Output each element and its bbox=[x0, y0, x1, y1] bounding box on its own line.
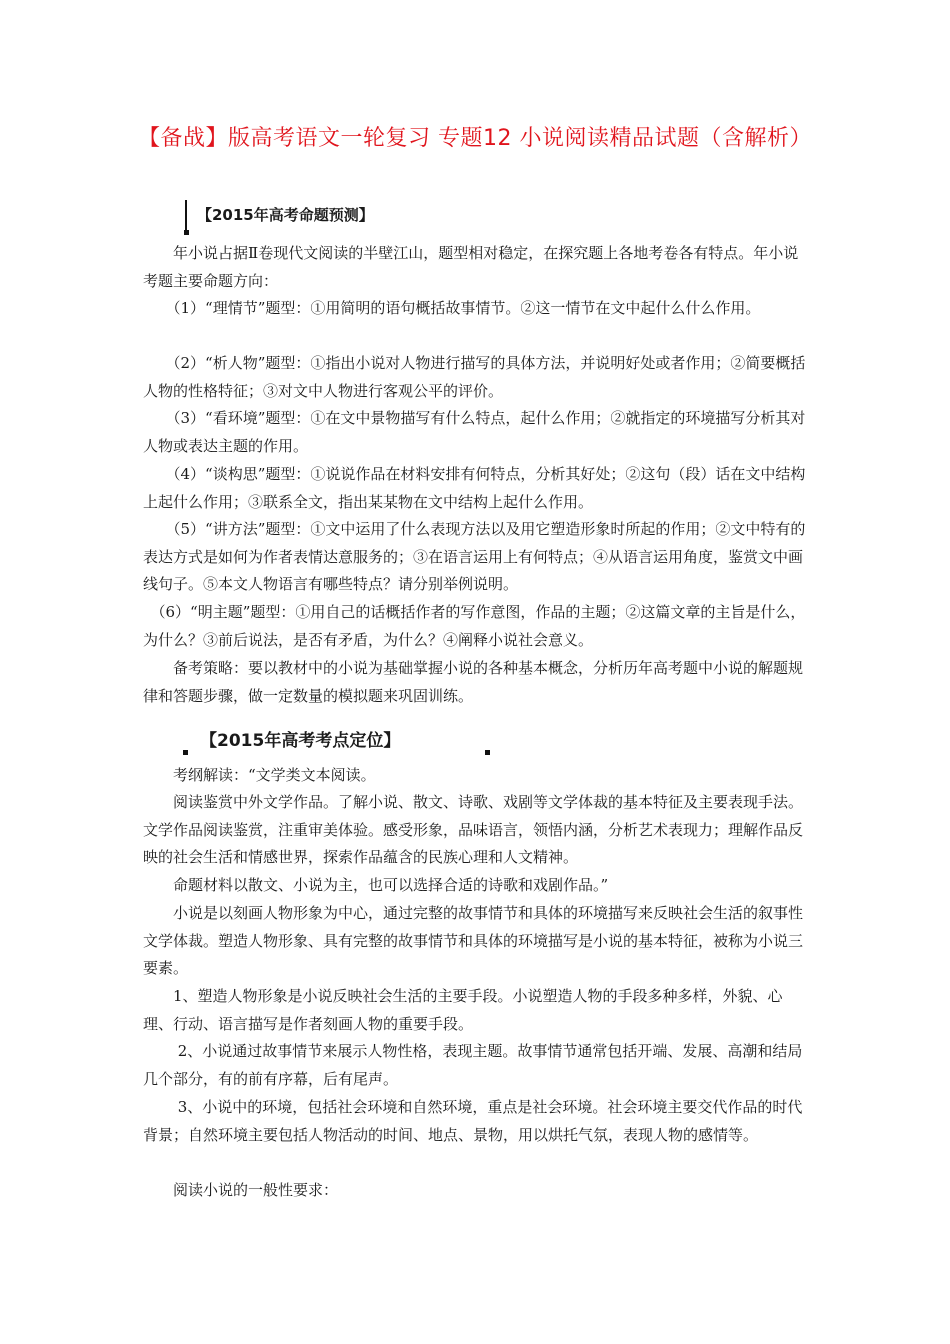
section-heading-forecast: 【2015年高考命题预测】 bbox=[185, 200, 374, 230]
paragraph: （2）“析人物”题型：①指出小说对人物进行描写的具体方法，并说明好处或者作用；②简要概括人物的性格特征；③对文中人物进行客观公平的评价。 bbox=[143, 354, 806, 400]
paragraph: 2、小说通过故事情节来展示人物性格，表现主题。故事情节通常包括开端、发展、高潮和结局几个部分，有的前有序幕，后有尾声。 bbox=[143, 1042, 803, 1088]
paragraph: （3）“看环境”题型：①在文中景物描写有什么特点，起什么作用；②就指定的环境描写分析其对人物或表达主题的作用。 bbox=[143, 409, 806, 455]
paragraph: （4）“谈构思”题型：①说说作品在材料安排有何特点，分析其好处；②这句（段）话在文中结构上起什么作用；③联系全文，指出某某物在文中结构上起什么作用。 bbox=[143, 465, 806, 511]
paragraph: 备考策略：要以教材中的小说为基础掌握小说的各种基本概念，分析历年高考题中小说的解题规律和答题步骤，做一定数量的模拟题来巩固训练。 bbox=[143, 659, 804, 705]
paragraph: （1）“理情节”题型：①用简明的语句概括故事情节。②这一情节在文中起什么什么作用。 bbox=[143, 299, 761, 317]
paragraph: （5）“讲方法”题型：①文中运用了什么表现方法以及用它塑造形象时所起的作用；②文中特有的表达方式是如何为作者表情达意服务的；③在语言运用上有何特点；④从语言运用角度，鉴赏文中画线句子。⑤本文人物语言有哪些特点？请分别举例说明。 bbox=[143, 520, 806, 594]
paragraph: 考纲解读：“文学类文本阅读。 bbox=[143, 766, 376, 784]
paragraph: 阅读小说的一般性要求： bbox=[143, 1181, 339, 1199]
paragraph: 3、小说中的环境，包括社会环境和自然环境，重点是社会环境。社会环境主要交代作品的时代背景；自然环境主要包括人物活动的时间、地点、景物，用以烘托气氛，表现人物的感情等。 bbox=[143, 1098, 803, 1144]
heading-corner-mark bbox=[485, 750, 490, 755]
paragraph: 小说是以刻画人物形象为中心，通过完整的故事情节和具体的环境描写来反映社会生活的叙事性文学体裁。塑造人物形象、具有完整的故事情节和具体的环境描写是小说的基本特征，被称为小说三要素。 bbox=[143, 904, 804, 978]
section-heading-exam-points: 【2015年高考考点定位】 bbox=[200, 731, 401, 751]
paragraph: （6）“明主题”题型：①用自己的话概括作者的写作意图，作品的主题；②这篇文章的主旨是什么，为什么？③前后说法，是否有矛盾，为什么？④阐释小说社会意义。 bbox=[143, 603, 806, 649]
paragraph: 阅读鉴赏中外文学作品。了解小说、散文、诗歌、戏剧等文学体裁的基本特征及主要表现手法。文学作品阅读鉴赏，注重审美体验。感受形象，品味语言，领悟内涵，分析艺术表现力；理解作品反映的社会生活和情感世界，探索作品蕴含的民族心理和人文精神。 bbox=[143, 793, 804, 867]
paragraph: 1、塑造人物形象是小说反映社会生活的主要手段。小说塑造人物的手段多种多样，外貌、心理、行动、语言描写是作者刻画人物的重要手段。 bbox=[143, 987, 783, 1033]
paragraph: 年小说占据Ⅱ卷现代文阅读的半壁江山，题型相对稳定，在探究题上各地考卷各有特点。年小说考题主要命题方向： bbox=[143, 244, 799, 290]
heading-corner-mark bbox=[183, 750, 188, 755]
heading-corner-mark bbox=[184, 230, 189, 235]
document-title: 【备战】版高考语文一轮复习 专题12 小说阅读精品试题（含解析） bbox=[138, 126, 812, 151]
paragraph: 命题材料以散文、小说为主，也可以选择合适的诗歌和戏剧作品。” bbox=[143, 876, 609, 894]
